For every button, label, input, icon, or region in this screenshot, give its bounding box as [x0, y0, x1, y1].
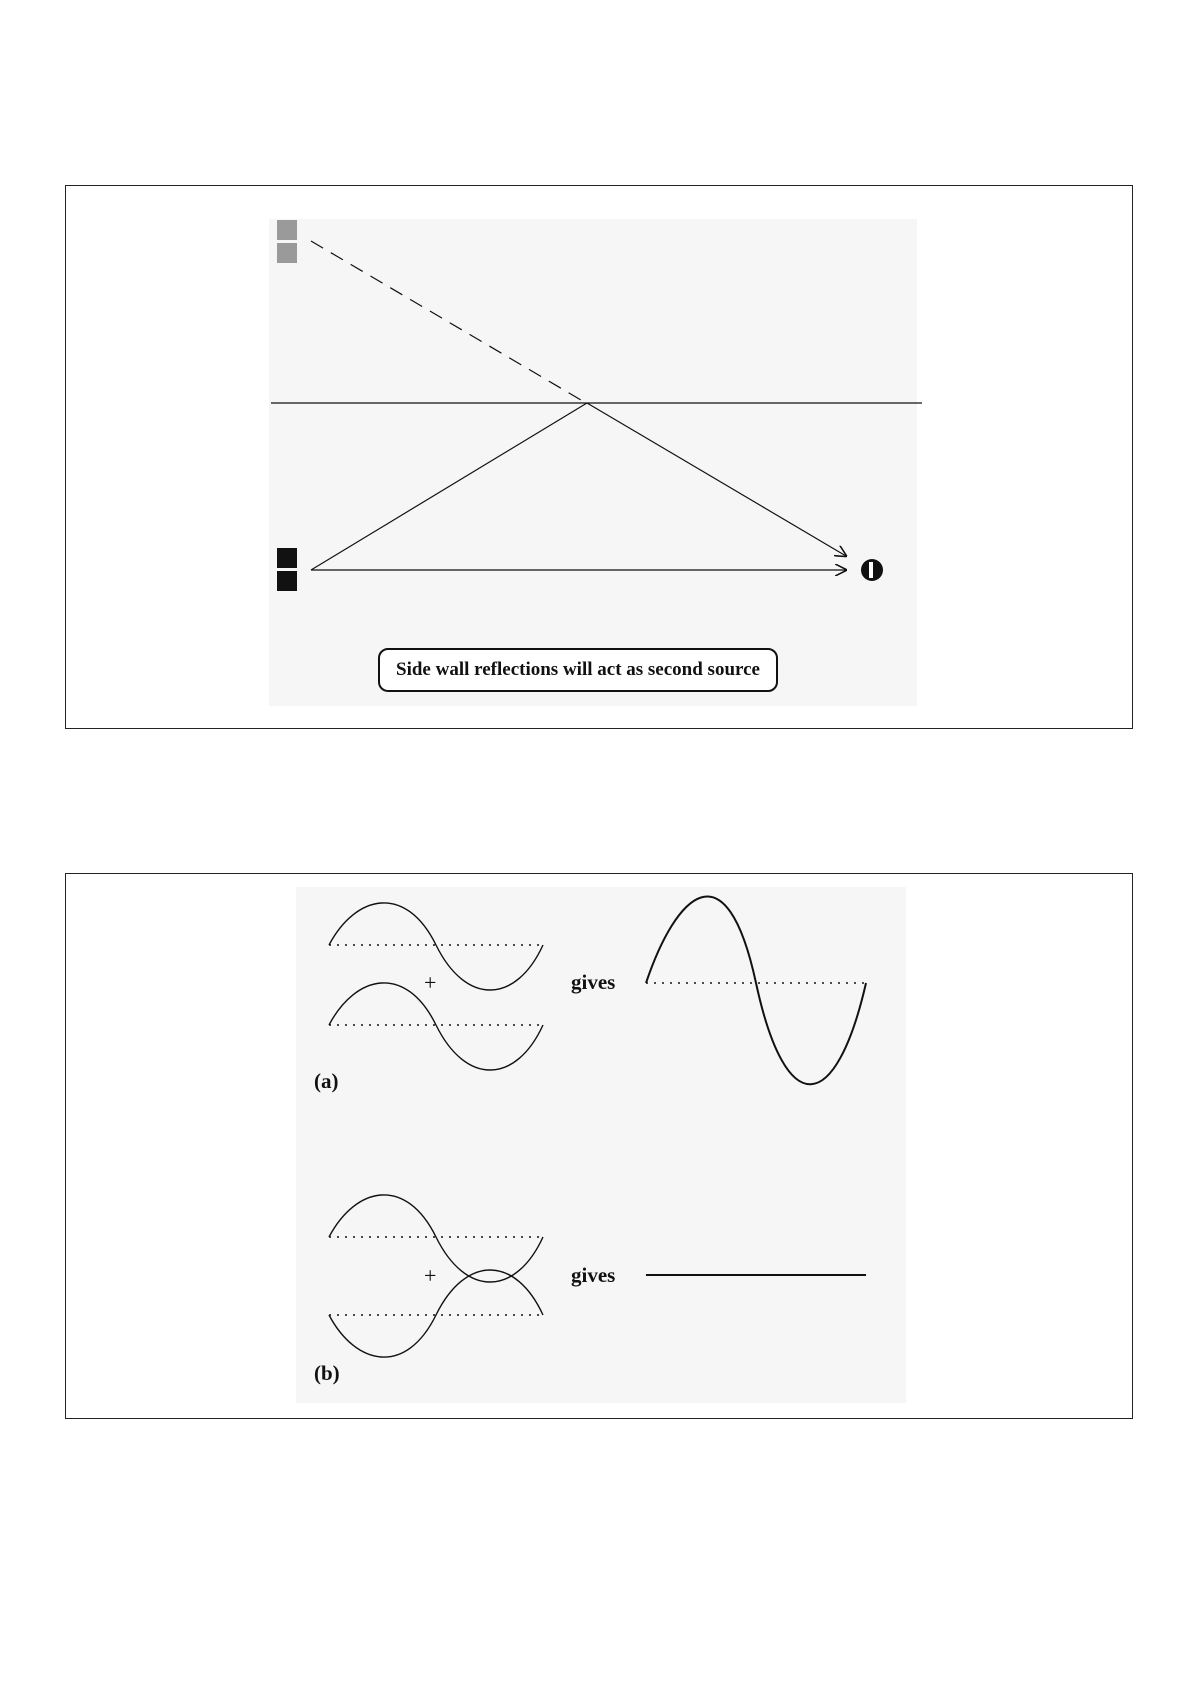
plus-sign: + [424, 970, 437, 995]
virtual-path-dashed [311, 241, 586, 403]
gives-label: gives [571, 1263, 616, 1287]
speaker-icon [277, 548, 297, 591]
wave-diagram [66, 874, 1134, 1420]
figure-wave-superposition [65, 873, 1133, 1419]
gives-label: gives [571, 970, 616, 994]
listener-icon [861, 559, 883, 581]
panel-b-label: (b) [314, 1361, 340, 1385]
panel-a-label: (a) [314, 1069, 339, 1093]
reflected-ray [587, 403, 846, 556]
incident-ray [311, 403, 587, 570]
figure-side-wall-reflection [65, 185, 1133, 729]
plus-sign: + [424, 1263, 437, 1288]
image-speaker-icon [277, 220, 297, 263]
figure-caption: Side wall reflections will act as second source [378, 648, 778, 692]
wave-a-result [646, 896, 866, 1084]
